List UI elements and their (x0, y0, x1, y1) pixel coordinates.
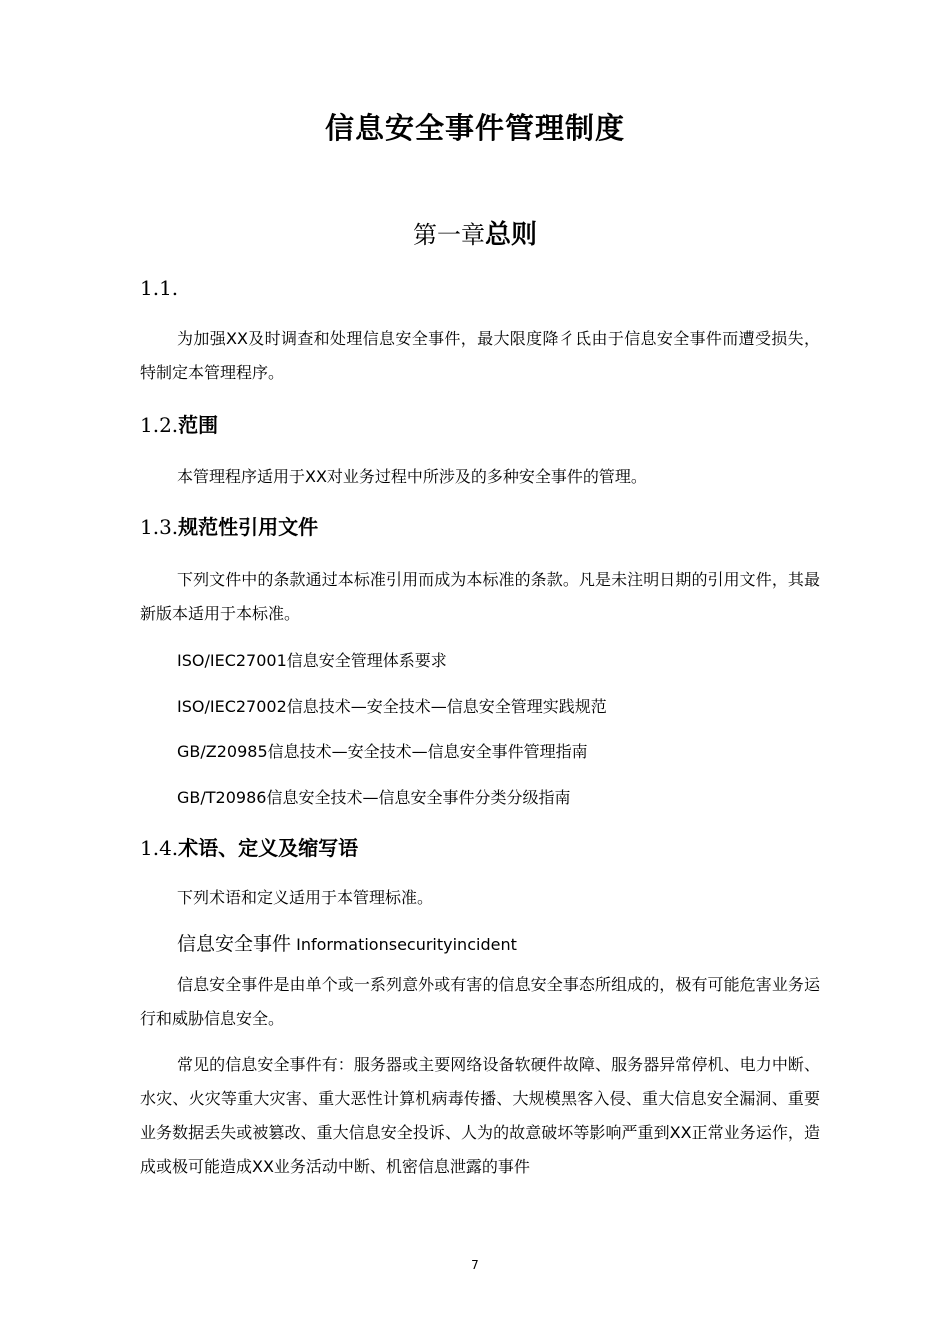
reference-item: GB/Z20985信息技术—安全技术—信息安全事件管理指南 (177, 742, 588, 761)
section-number: 1.1. (140, 276, 179, 300)
paragraph-term-definition: 信息安全事件是由单个或一系列意外或有害的信息安全事态所组成的，极有可能危害业务运行和威胁信息安全。 (140, 975, 820, 1028)
chapter-name: 总则 (484, 220, 537, 250)
page-number: 7 (471, 1258, 479, 1272)
chapter-number: 第一章 (412, 221, 485, 249)
section-heading-1-1 (140, 273, 178, 303)
paragraph-terms-intro: 下列术语和定义适用于本管理标准。 (177, 888, 434, 907)
section-number: 1.3. (140, 515, 179, 539)
section-title: 范围 (178, 413, 219, 437)
section-number: 1.4. (140, 836, 179, 860)
term-chinese: 信息安全事件 (177, 933, 292, 955)
section-heading-1-4 (140, 833, 358, 863)
document-title: 信息安全事件管理制度 (324, 111, 625, 145)
section-title: 规范性引用文件 (178, 515, 319, 539)
paragraph-scope: 本管理程序适用于XX对业务过程中所涉及的多种安全事件的管理。 (177, 467, 647, 486)
term-english: Informationsecurityincident (296, 935, 517, 954)
reference-item: ISO/IEC27001信息安全管理体系要求 (177, 651, 447, 670)
reference-item: ISO/IEC27002信息技术—安全技术—信息安全管理实践规范 (177, 697, 607, 716)
paragraph-common-incidents: 常见的信息安全事件有：服务器或主要网络设备软硬件故障、服务器异常停机、电力中断、水灾、火灾等重大灾害、重大恶性计算机病毒传播、大规模黑客入侵、重大信息安全漏洞、重要业务数据丢失或被篡改、重大信息安全投诉、人为的故意破坏等影响严重到XX正常业务运作，造成或极可能造成XX业务活动中断、机密信息泄露的事件 (140, 1055, 820, 1176)
section-heading-1-2 (140, 410, 218, 440)
section-title: 术语、定义及缩写语 (178, 836, 359, 860)
chapter-heading (0, 215, 950, 258)
paragraph-purpose: 为加强XX及时调查和处理信息安全事件，最大限度降彳氐由于信息安全事件而遭受损失，特制定本管理程序。 (140, 329, 820, 382)
paragraph-references-intro: 下列文件中的条款通过本标准引用而成为本标准的条款。凡是未注明日期的引用文件，其最新版本适用于本标准。 (140, 570, 820, 623)
term-heading (177, 931, 517, 958)
reference-item: GB/T20986信息安全技术—信息安全事件分类分级指南 (177, 788, 571, 807)
section-heading-1-3 (140, 512, 318, 542)
section-number: 1.2. (140, 413, 179, 437)
